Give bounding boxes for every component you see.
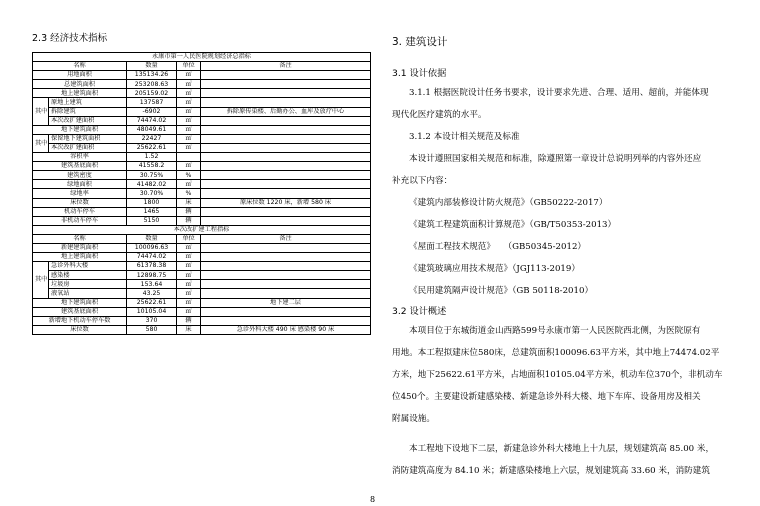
right-column: [392, 34, 737, 482]
header-value: 数量: [127, 234, 177, 243]
row-name: 液氧站: [49, 289, 127, 298]
row-unit: ㎡: [177, 125, 201, 134]
header-note: 备注: [201, 234, 371, 243]
row-value: 25622.61: [127, 143, 177, 152]
row-unit: ㎡: [177, 271, 201, 280]
row-unit: 床: [177, 198, 201, 207]
row-note: [201, 143, 371, 152]
row-note: [201, 153, 371, 162]
overview-line: 本项目位于东城街道金山西路599号永康市第一人民医院西北侧，为医院原有: [409, 326, 701, 336]
row-name: 用地面积: [33, 71, 127, 80]
group-label: 其中: [33, 262, 49, 298]
reference-item: 《民用建筑隔声设计规范》（GB 50118-2010）: [409, 286, 594, 296]
row-note: [201, 71, 371, 80]
row-name: 建筑基底面积: [33, 162, 127, 171]
row-unit: ㎡: [177, 71, 201, 80]
indicator-table: [32, 52, 371, 335]
row-value: 135134.26: [127, 71, 177, 80]
row-note: 地下建二层: [201, 298, 371, 307]
header-name: 名称: [33, 234, 127, 243]
table-row: [33, 89, 371, 98]
table-row: [33, 143, 371, 152]
table-row: [33, 243, 371, 252]
row-name: 原地上建筑: [49, 98, 127, 107]
row-note: [201, 271, 371, 280]
table-row: [33, 189, 371, 198]
paragraph-311-line1: 3.1.1 根据医院设计任务书要求，设计要求先进、合理、适用、超前，并能体现: [409, 88, 709, 98]
row-unit: ㎡: [177, 134, 201, 143]
table-row: [33, 171, 371, 180]
row-name: 建筑密度: [33, 171, 127, 180]
row-value: 74474.02: [127, 116, 177, 125]
row-note: [201, 80, 371, 89]
row-unit: ㎡: [177, 253, 201, 262]
group-label: 其中: [33, 134, 49, 152]
table-row: [33, 180, 371, 189]
row-value: 1.52: [127, 153, 177, 162]
table-row: [33, 316, 371, 325]
row-note: [201, 280, 371, 289]
row-unit: 辆: [177, 216, 201, 225]
reference-item: 《建筑玻璃应用技术规范》（JGJ113-2019）: [409, 264, 580, 274]
row-unit: 床: [177, 325, 201, 334]
row-note: [201, 134, 371, 143]
reference-item: 《屋面工程技术规范》 （GB50345-2012）: [409, 242, 587, 252]
row-name: 建筑基底面积: [33, 307, 127, 316]
row-name: 床位数: [33, 325, 127, 334]
row-value: 153.64: [127, 280, 177, 289]
row-name: 非机动车停车: [33, 216, 127, 225]
row-name: 机动车停车: [33, 207, 127, 216]
row-unit: ㎡: [177, 289, 201, 298]
header-note: 备注: [201, 62, 371, 71]
row-name: 地上建筑面积: [33, 89, 127, 98]
row-unit: 辆: [177, 316, 201, 325]
row-unit: ㎡: [177, 143, 201, 152]
header-unit: 单位: [177, 234, 201, 243]
row-note: [201, 316, 371, 325]
section-basis-title: 3.1 设计依据: [392, 68, 447, 79]
row-value: 41558.2: [127, 162, 177, 171]
row-value: 5150: [127, 216, 177, 225]
paragraph-intro-line2: 补充以下内容：: [392, 176, 453, 186]
chapter-title: 3. 建筑设计: [392, 36, 448, 48]
row-unit: ㎡: [177, 98, 201, 107]
row-unit: ㎡: [177, 307, 201, 316]
table-row: [33, 80, 371, 89]
header-value: 数量: [127, 62, 177, 71]
row-unit: 辆: [177, 207, 201, 216]
row-note: [201, 89, 371, 98]
row-value: 41482.02: [127, 180, 177, 189]
row-value: 61378.38: [127, 262, 177, 271]
row-value: 1800: [127, 198, 177, 207]
row-value: 253208.63: [127, 80, 177, 89]
table-row: [33, 98, 371, 107]
header-name: 名称: [33, 62, 127, 71]
overview-line: 位450个。主要建设新建感染楼、新建急诊外科大楼、地下车库、设备用房及相关: [392, 392, 701, 402]
row-value: 205159.02: [127, 89, 177, 98]
row-note: [201, 216, 371, 225]
paragraph-311-line2: 现代化医疗建筑的水平。: [392, 110, 487, 120]
row-note: [201, 171, 371, 180]
reference-item: 《建筑内部装修设计防火规范》（GB50222-2017）: [409, 198, 608, 208]
row-name: 本次改扩建面积: [49, 116, 127, 125]
section-title: 2.3 经济技术指标: [32, 33, 108, 44]
row-name: 总建筑面积: [33, 80, 127, 89]
height-line: 消防建筑高度为 84.10 米；新建感染楼地上六层，规划建筑高 33.60 米，消防建筑: [392, 466, 710, 476]
row-note: [201, 243, 371, 252]
row-unit: ㎡: [177, 180, 201, 189]
reference-item: 《建筑工程建筑面积计算规范》（GB/T50353-2013）: [409, 220, 617, 230]
table-row: [33, 198, 371, 207]
row-unit: %: [177, 171, 201, 180]
section-overview-title: 3.2 设计概述: [392, 306, 447, 317]
table-row: [33, 298, 371, 307]
row-name: 新增地下机动车停车数: [33, 316, 127, 325]
row-unit: ㎡: [177, 298, 201, 307]
row-note: [201, 116, 371, 125]
table-row: [33, 153, 371, 162]
row-name: 本次改扩建面积: [49, 143, 127, 152]
row-name: 床位数: [33, 198, 127, 207]
row-note: 原床位数 1220 床，新增 580 床: [201, 198, 371, 207]
row-value: 10105.04: [127, 307, 177, 316]
row-unit: ㎡: [177, 80, 201, 89]
row-name: 地下建筑面积: [33, 125, 127, 134]
row-name: 急诊外科大楼: [49, 262, 127, 271]
table-row: [33, 289, 371, 298]
row-value: -6902: [127, 107, 177, 116]
table-row: [33, 125, 371, 134]
table-title: 本次改扩建工程指标: [33, 225, 371, 234]
table-row: [33, 71, 371, 80]
row-name: 保留地下建筑面积: [49, 134, 127, 143]
table-title-row: [33, 53, 371, 62]
row-name: 容积率: [33, 153, 127, 162]
row-unit: %: [177, 189, 201, 198]
table-row: [33, 107, 371, 116]
table-row: [33, 271, 371, 280]
table-title-row: [33, 225, 371, 234]
table-row: [33, 207, 371, 216]
row-note: [201, 289, 371, 298]
table-row: [33, 116, 371, 125]
row-unit: ㎡: [177, 262, 201, 271]
row-name: 感染楼: [49, 271, 127, 280]
overview-line: 附属设施。: [392, 414, 435, 424]
row-unit: ㎡: [177, 280, 201, 289]
row-value: 137587: [127, 98, 177, 107]
paragraph-intro-line1: 本设计遵照国家相关规范和标准，除遵照第一章设计总说明列举的内容外还应: [409, 154, 702, 164]
row-note: [201, 180, 371, 189]
row-name: 绿地面积: [33, 180, 127, 189]
overview-line: 方米，地下25622.61平方米，占地面积10105.04平方米，机动车位370个，非机动车: [392, 370, 723, 380]
row-note: [201, 162, 371, 171]
row-note: [201, 189, 371, 198]
row-value: 48049.61: [127, 125, 177, 134]
row-name: 绿地率: [33, 189, 127, 198]
table-row: [33, 307, 371, 316]
table-row: [33, 162, 371, 171]
row-value: 22427: [127, 134, 177, 143]
row-unit: ㎡: [177, 162, 201, 171]
height-line: 本工程地下设地下二层，新建急诊外科大楼地上十九层，规划建筑高 85.00 米，: [409, 444, 715, 454]
paragraph-312: 3.1.2 本设计相关规范及标准: [409, 132, 520, 142]
row-value: 43.25: [127, 289, 177, 298]
row-note: [201, 307, 371, 316]
table-row: [33, 216, 371, 225]
row-note: [201, 98, 371, 107]
row-unit: [177, 153, 201, 162]
row-unit: ㎡: [177, 89, 201, 98]
row-value: 1465: [127, 207, 177, 216]
row-unit: ㎡: [177, 243, 201, 252]
row-note: [201, 125, 371, 134]
table-row: [33, 253, 371, 262]
table-row: [33, 134, 371, 143]
overview-line: 用地。本工程拟建床位580床，总建筑面积100096.63平方米，其中地上74474.02平: [392, 348, 720, 358]
row-value: 25622.61: [127, 298, 177, 307]
row-unit: ㎡: [177, 107, 201, 116]
row-value: 12898.75: [127, 271, 177, 280]
indicator-table-body: [33, 53, 371, 335]
row-value: 30.75%: [127, 171, 177, 180]
row-value: 100096.63: [127, 243, 177, 252]
left-column: [32, 30, 370, 335]
group-label: 其中: [33, 98, 49, 125]
row-value: 580: [127, 325, 177, 334]
table-title: 永康市第一人民医院规划经济总指标: [33, 53, 371, 62]
table-header-row: [33, 62, 371, 71]
row-name: 新建建筑面积: [33, 243, 127, 252]
row-note: [201, 207, 371, 216]
header-unit: 单位: [177, 62, 201, 71]
table-row: [33, 262, 371, 271]
row-name: 垃圾房: [49, 280, 127, 289]
row-unit: ㎡: [177, 116, 201, 125]
row-value: 370: [127, 316, 177, 325]
table-header-row: [33, 234, 371, 243]
page-number: 8: [370, 495, 376, 504]
row-name: 地下建筑面积: [33, 298, 127, 307]
row-note: 拆除原传染楼、后勤办公、血库及放疗中心: [201, 107, 371, 116]
row-name: 地上建筑面积: [33, 253, 127, 262]
row-value: 30.70%: [127, 189, 177, 198]
row-name: 拆除建筑: [49, 107, 127, 116]
row-note: 急诊外科大楼 490 床 感染楼 90 床: [201, 325, 371, 334]
table-row: [33, 280, 371, 289]
row-value: 74474.02: [127, 253, 177, 262]
row-note: [201, 253, 371, 262]
table-row: [33, 325, 371, 334]
row-note: [201, 262, 371, 271]
